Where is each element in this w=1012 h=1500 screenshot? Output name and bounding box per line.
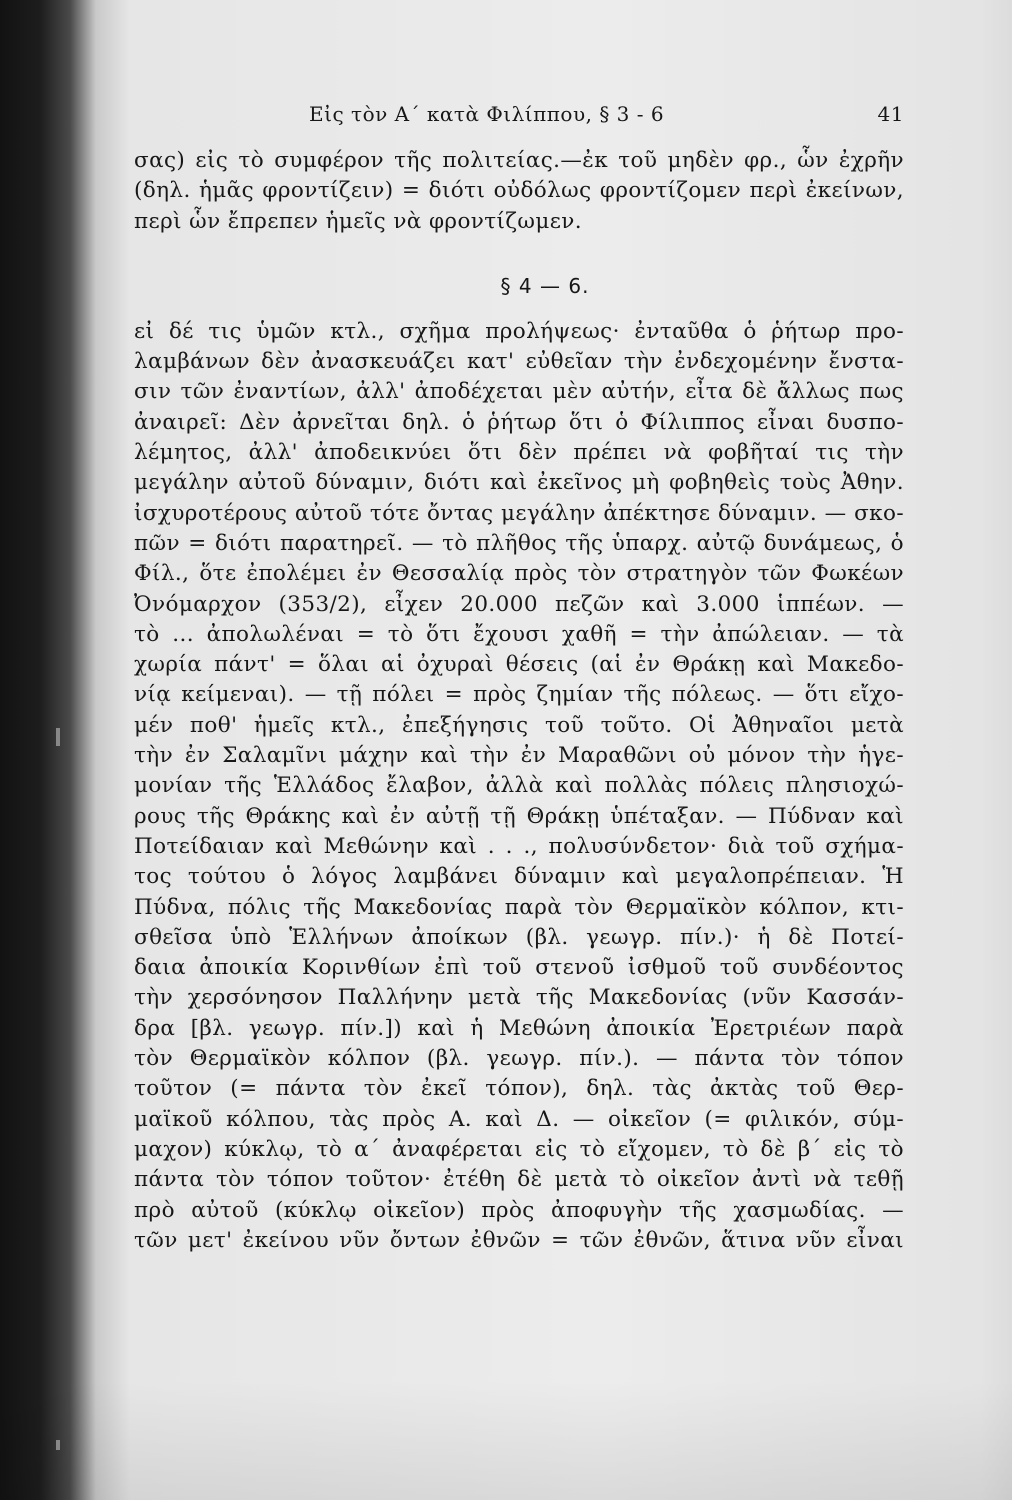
text-line: πῶν = διότι παρατηρεῖ. — τὸ πλῆθος τῆς ὑπαρχ. αὐτῷ δυνάμεως, ὁ <box>134 530 904 556</box>
text-line: μέν ποθ' ἡμεῖς κτλ., ἐπεξήγησις τοῦ τοῦτο. Οἱ Ἀθηναῖοι μετὰ <box>134 712 904 738</box>
text-line: δρα [βλ. γεωγρ. πίν.]) καὶ ἡ Μεθώνη ἀποικία Ἐρετριέων παρὰ <box>134 1015 904 1041</box>
text-line: ρους τῆς Θράκης καὶ ἐν αὐτῇ τῇ Θράκῃ ὑπέταξαν. — Πύδναν καὶ <box>134 803 904 829</box>
text-line: τὸ ... ἀπολωλέναι = τὸ ὅτι ἔχουσι χαθῆ = τὴν ἀπώλειαν. — τὰ <box>134 621 904 647</box>
text-line: μαϊκοῦ κόλπου, τὰς πρὸς Α. καὶ Δ. — οἰκεῖον (= φιλικόν, σύμ- <box>134 1106 904 1132</box>
text-line: τὴν χερσόνησον Παλλήνην μετὰ τῆς Μακεδονίας (νῦν Κασσάν- <box>134 985 904 1011</box>
text-line: λέμητος, ἀλλ' ἀποδεικνύει ὅτι δὲν πρέπει νὰ φοβῆταί τις τὴν <box>134 440 904 466</box>
text-line: δαια ἀποικία Κορινθίων ἐπὶ τοῦ στενοῦ ἰσθμοῦ τοῦ συνδέοντος <box>134 955 904 981</box>
text-line: σθεῖσα ὑπὸ Ἑλλήνων ἀποίκων (βλ. γεωγρ. πίν.)· ἡ δὲ Ποτεί- <box>134 924 904 950</box>
commentary-paragraph <box>134 317 904 1256</box>
text-line: Ποτείδαιαν καὶ Μεθώνην καὶ . . ., πολυσύνδετον· διὰ τοῦ σχήμα- <box>134 833 904 859</box>
text-line: τὸν Θερμαϊκὸν κόλπον (βλ. γεωγρ. πίν.). — πάντα τὸν τόπον <box>134 1046 904 1072</box>
text-line: μονίαν τῆς Ἑλλάδος ἔλαβον, ἀλλὰ καὶ πολλὰς πόλεις πλησιοχώ- <box>134 773 904 799</box>
page-content <box>134 96 904 1256</box>
text-line: πρὸ αὐτοῦ (κύκλῳ οἰκεῖον) πρὸς ἀποφυγὴν τῆς χασμωδίας. — <box>134 1197 904 1223</box>
text-line: πάντα τὸν τόπον τοῦτον· ἐτέθη δὲ μετὰ τὸ οἰκεῖον ἀντὶ νὰ τεθῇ <box>134 1167 904 1193</box>
text-line: μεγάλην αὐτοῦ δύναμιν, διότι καὶ ἐκεῖνος μὴ φοβηθεὶς τοὺς Ἀθην. <box>134 470 904 496</box>
text-line: ἰσχυροτέρους αὐτοῦ τότε ὄντας μεγάλην ἀπέκτησε δύναμιν. — σκο- <box>134 500 904 526</box>
running-head <box>134 96 904 136</box>
text-line: τῶν μετ' ἐκείνου νῦν ὄντων ἐθνῶν = τῶν ἐθνῶν, ἅτινα νῦν εἶναι <box>134 1227 904 1253</box>
intro-paragraph <box>134 146 904 237</box>
text-line: ἀναιρεῖ: Δὲν ἀρνεῖται δηλ. ὁ ῥήτωρ ὅτι ὁ Φίλιππος εἶναι δυσπο- <box>134 409 904 435</box>
text-line: Πύδνα, πόλις τῆς Μακεδονίας παρὰ τὸν Θερμαϊκὸν κόλπον, κτι- <box>134 894 904 920</box>
text-line: Φίλ., ὅτε ἐπολέμει ἐν Θεσσαλίᾳ πρὸς τὸν στρατηγὸν τῶν Φωκέων <box>134 561 904 587</box>
text-line: σας) εἰς τὸ συμφέρον τῆς πολιτείας.—ἐκ τοῦ μηδὲν φρ., ὧν ἐχρῆν <box>134 148 904 173</box>
page-shading <box>0 1380 1012 1500</box>
section-heading: § 4 — 6. <box>500 273 590 298</box>
margin-mark <box>56 1440 60 1450</box>
text-line: νίᾳ κείμεναι). — τῇ πόλει = πρὸς ζημίαν τῆς πόλεως. — ὅτι εἴχο- <box>134 682 904 708</box>
text-line: τοῦτον (= πάντα τὸν ἐκεῖ τόπον), δηλ. τὰς ἀκτὰς τοῦ Θερ- <box>134 1076 904 1102</box>
text-line: περὶ ὧν ἔπρεπεν ἡμεῖς νὰ φροντίζωμεν. <box>134 208 582 234</box>
text-line: χωρία πάντ' = ὅλαι αἱ ὀχυραὶ θέσεις (αἱ ἐν Θράκῃ καὶ Μακεδο- <box>134 652 904 678</box>
page-number: 41 <box>877 102 904 126</box>
margin-mark <box>56 728 60 746</box>
text-line: τος τούτου ὁ λόγος λαμβάνει δύναμιν καὶ μεγαλοπρέπειαν. Ἡ <box>134 864 904 890</box>
text-line: εἰ δέ τις ὑμῶν κτλ., σχῆμα προλήψεως· ἐνταῦθα ὁ ῥήτωρ προ- <box>134 318 904 344</box>
text-line: (δηλ. ἡμᾶς φροντίζειν) = διότι οὐδόλως φροντίζομεν περὶ ἐκείνων, <box>134 178 904 204</box>
text-line: λαμβάνων δὲν ἀνασκευάζει κατ' εὐθεῖαν τὴν ἐνδεχομένην ἔνστα- <box>134 349 904 375</box>
text-line: τὴν ἐν Σαλαμῖνι μάχην καὶ τὴν ἐν Μαραθῶνι οὐ μόνον τὴν ἡγε- <box>134 743 904 769</box>
running-head-title: Εἰς τὸν Α΄ κατὰ Φιλίππου, § 3 - 6 <box>309 102 665 126</box>
text-line: Ὀνόμαρχον (353/2), εἶχεν 20.000 πεζῶν καὶ 3.000 ἱππέων. — <box>134 591 904 617</box>
text-line: μαχον) κύκλῳ, τὸ α΄ ἀναφέρεται εἰς τὸ εἴχομεν, τὸ δὲ β΄ εἰς τὸ <box>134 1136 904 1162</box>
text-line: σιν τῶν ἐναντίων, ἀλλ' ἀποδέχεται μὲν αὐτήν, εἶτα δὲ ἄλλως πως <box>134 379 904 405</box>
